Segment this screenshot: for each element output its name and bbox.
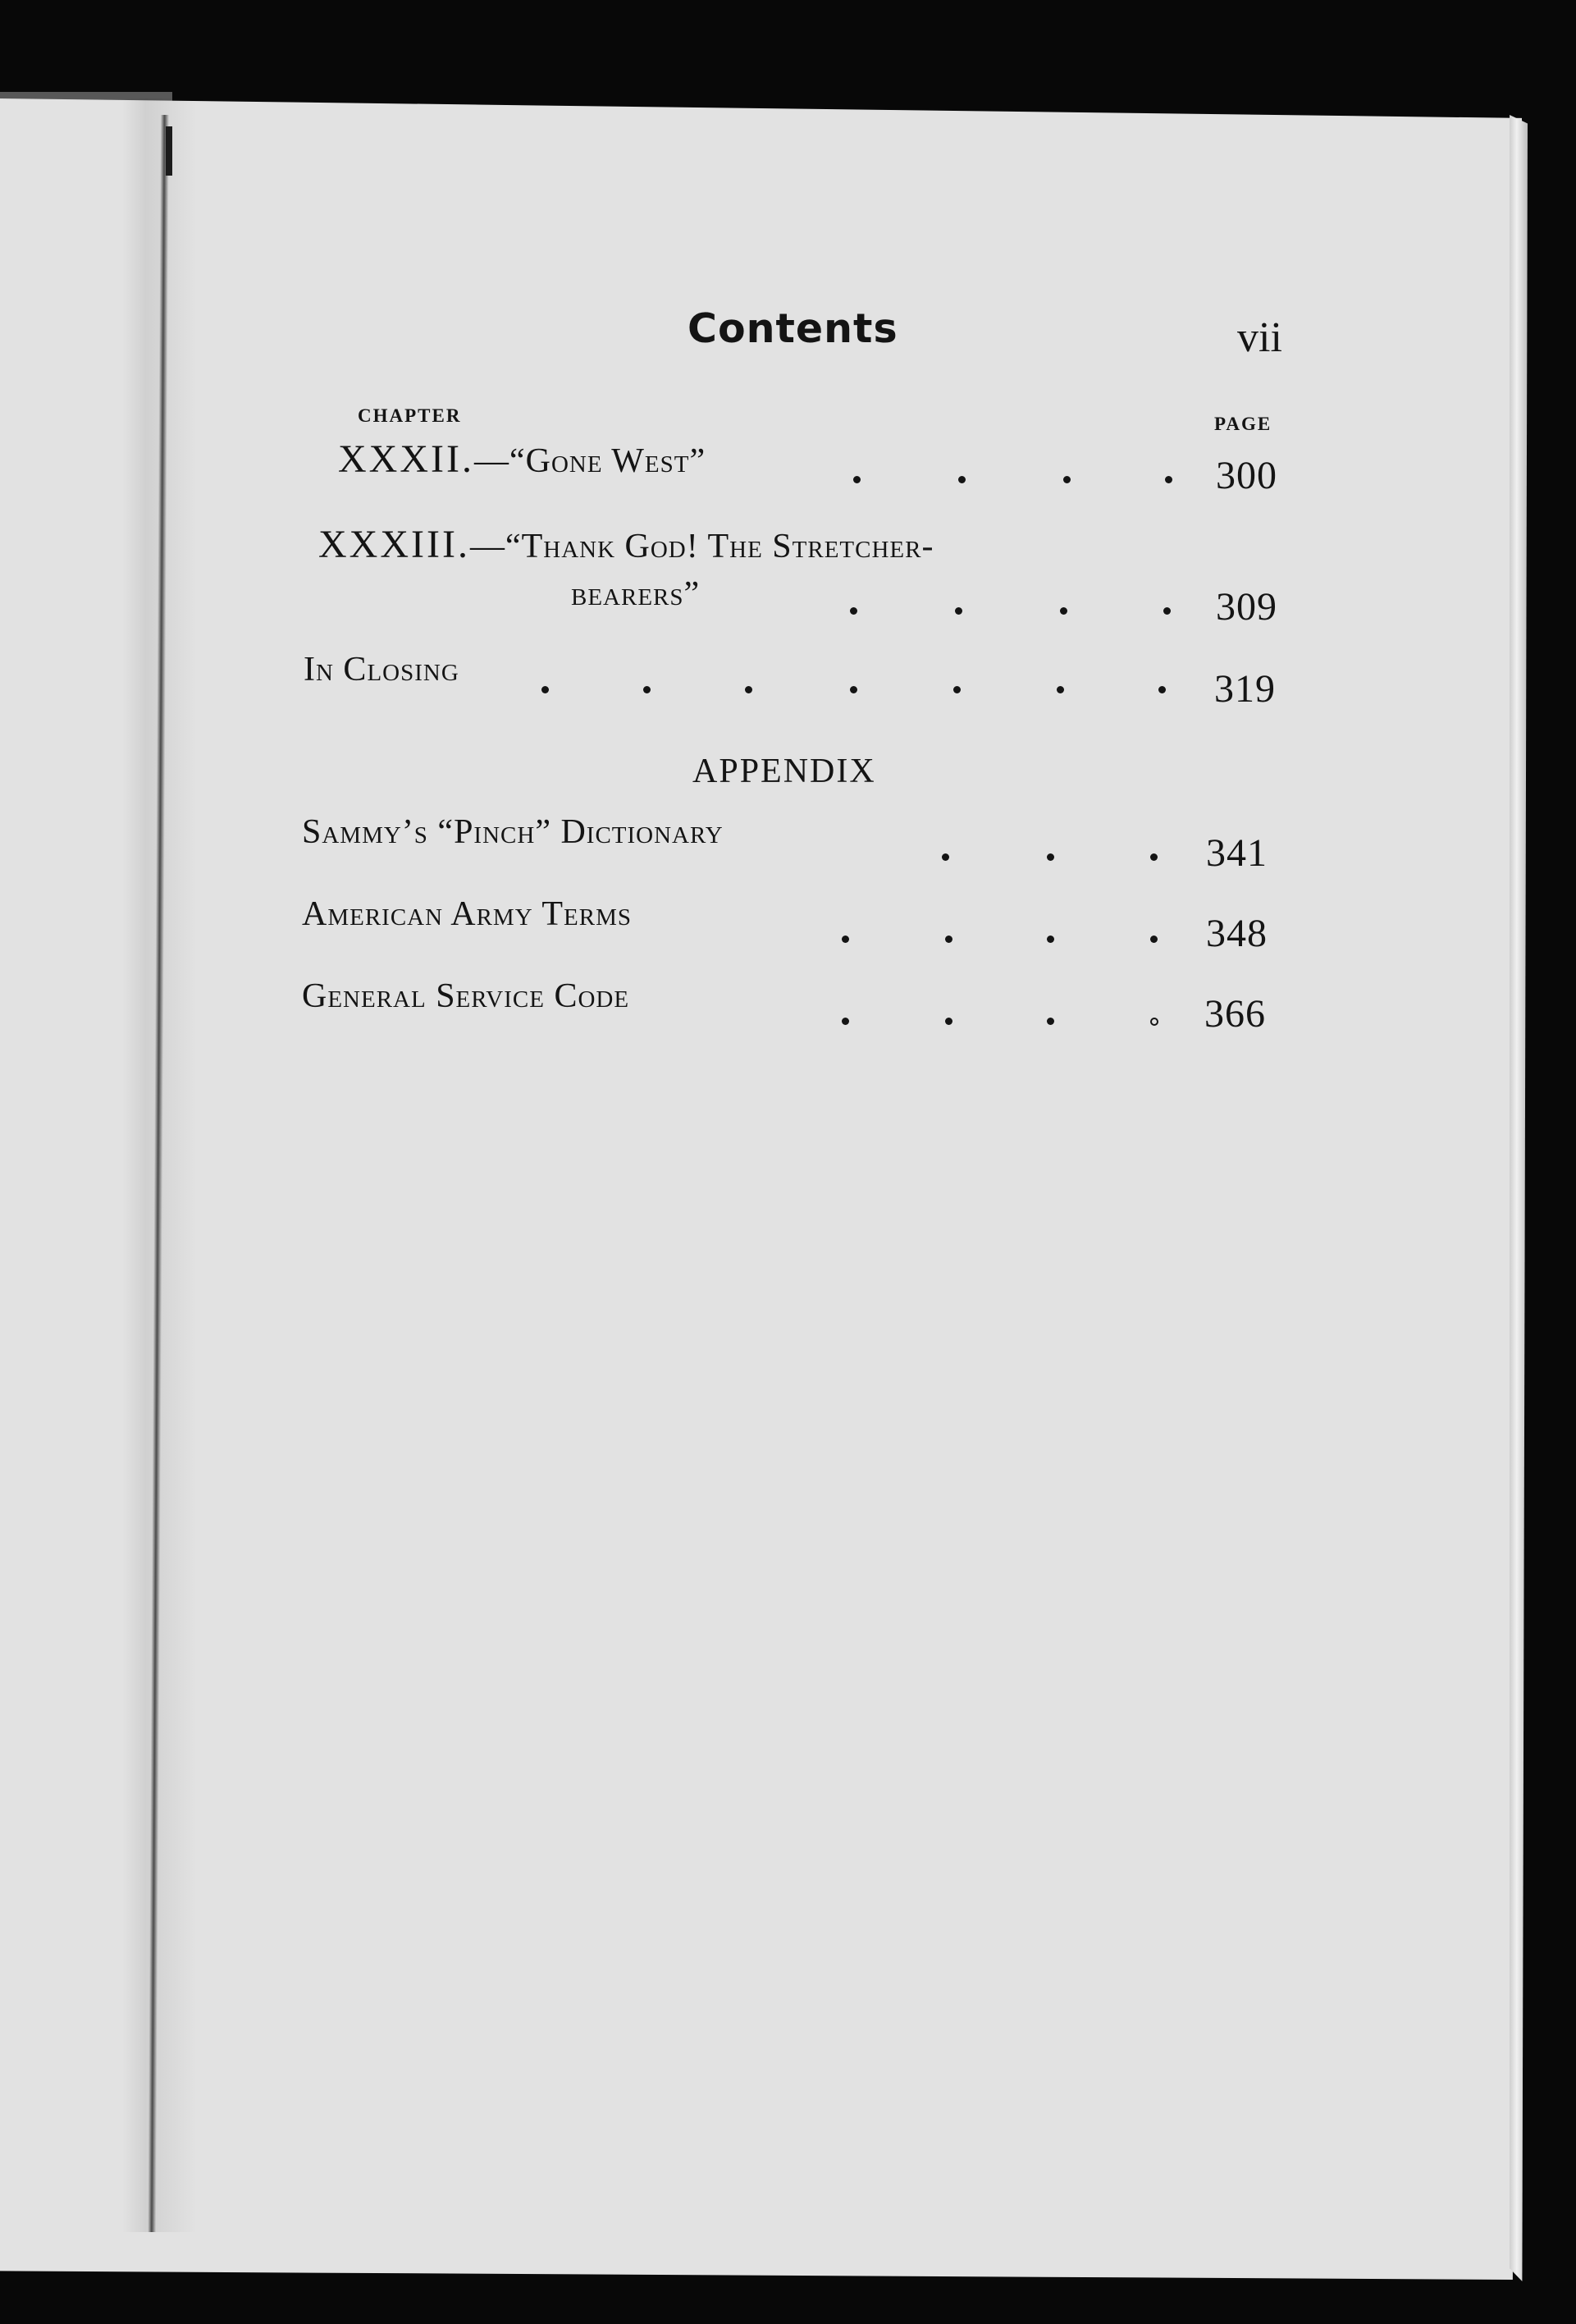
chapter-numeral: XXXIII. [318, 523, 470, 566]
page-number: 319 [1214, 667, 1276, 711]
chapter-numeral: XXXII. [338, 437, 474, 481]
page-number: 348 [1206, 912, 1268, 955]
appendix-entry-army-terms: American Army Terms [302, 895, 633, 933]
page-column-header: PAGE [1214, 414, 1272, 434]
page-title: Contents [688, 305, 898, 352]
page-folio: vii [1237, 314, 1282, 361]
page-number: 309 [1216, 585, 1277, 629]
page-number: 366 [1204, 992, 1266, 1036]
dot-leader [842, 936, 1178, 968]
chapter-title: —“Thank God! The Stretcher- [469, 528, 934, 565]
appendix-entry-dictionary: Sammy’s “Pinch” Dictionary [302, 813, 724, 851]
page-edge [1510, 115, 1528, 2281]
dot-leader [842, 1018, 1178, 1050]
book-page [0, 98, 1522, 2280]
book-spine [146, 115, 179, 2232]
spine-line [148, 115, 169, 2232]
chapter-title-continued: bearers” [571, 575, 701, 613]
dot-leader [942, 853, 1180, 886]
dot-leader [850, 607, 1178, 640]
toc-entry-xxxiii [318, 522, 934, 567]
appendix-heading: APPENDIX [692, 753, 876, 790]
toc-entry-xxxii [338, 437, 706, 482]
appendix-entry-service-code: General Service Code [302, 977, 630, 1015]
page-number: 300 [1216, 454, 1277, 497]
chapter-column-header: CHAPTER [358, 405, 462, 426]
spine-notch [166, 126, 172, 176]
toc-entry-in-closing: In Closing [304, 651, 459, 689]
dot-leader [853, 476, 1181, 509]
chapter-title: —“Gone West” [473, 442, 706, 480]
page-number: 341 [1206, 831, 1268, 875]
dot-leader [541, 686, 1181, 719]
